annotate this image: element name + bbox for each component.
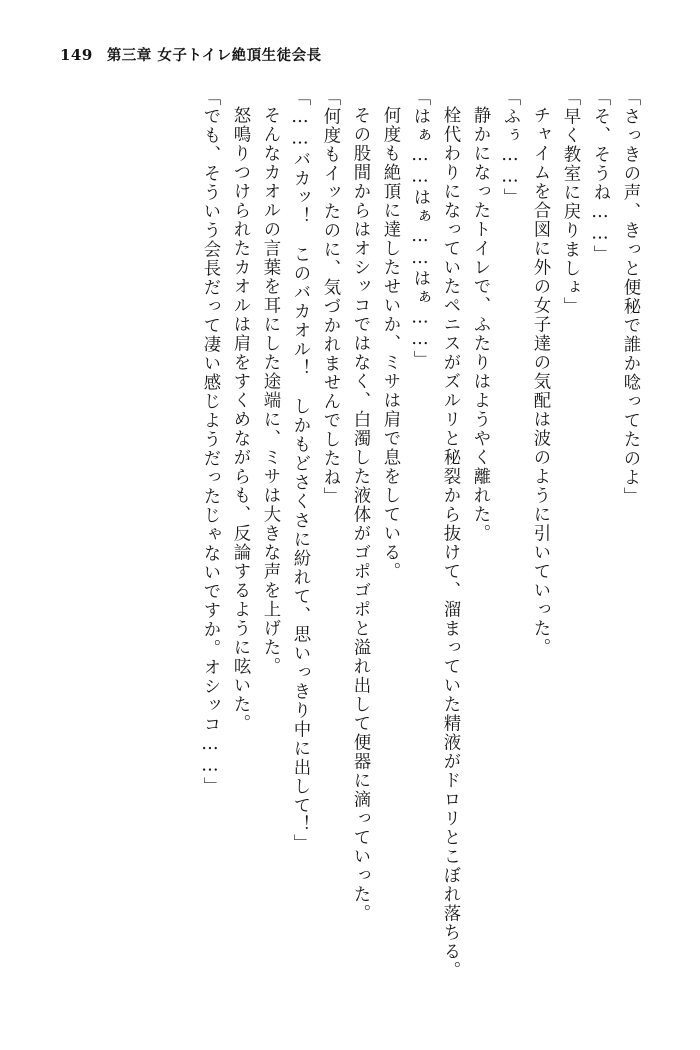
page-number: 149 bbox=[60, 46, 93, 64]
text-column: 「でも、そういう会長だって凄い感じようだったじゃないですか。オシッコ……」 bbox=[200, 88, 220, 797]
text-column: そんなカオルの言葉を耳にした途端に、ミサは大きな声を上げた。 bbox=[260, 106, 280, 676]
text-column: 静かになったトイレで、ふたりはようやく離れた。 bbox=[470, 106, 490, 543]
text-column: 何度も絶頂に達したせいか、ミサは肩で息をしている。 bbox=[380, 106, 400, 581]
page-header bbox=[60, 44, 322, 65]
text-column: その股間からはオシッコではなく、白濁した液体がゴポゴポと溢れ出して便器に滴っていった。 bbox=[350, 106, 370, 923]
text-column: 「ふぅ……」 bbox=[500, 88, 520, 208]
text-column: 「さっきの声、きっと便秘で誰か唸ってたのよ」 bbox=[620, 88, 640, 506]
running-title: 第三章 女子トイレ絶頂生徒会長 bbox=[106, 47, 322, 64]
text-column: 「何度もイッたのに、気づかれませんでしたね」 bbox=[320, 88, 340, 506]
text-column: 「はぁ……はぁ……はぁ……」 bbox=[410, 88, 430, 370]
text-column: 栓代わりになっていたペニスがズルリと秘裂から抜けて、溜まっていた精液がドロリとこぼれ落ちる。 bbox=[440, 106, 460, 980]
text-column: 怒鳴りつけられたカオルは肩をすくめながらも、反論するように呟いた。 bbox=[230, 106, 250, 733]
text-column: 「……バカッ！ このバカオル！ しかもどさくさに紛れて、思いっきり中に出して！」 bbox=[290, 88, 310, 854]
text-column: 「そ、そうね……」 bbox=[590, 88, 610, 265]
text-column: 「早く教室に戻りましょ」 bbox=[560, 88, 580, 316]
text-column: チャイムを合図に外の女子達の気配は波のように引いていった。 bbox=[530, 106, 550, 657]
page-body bbox=[60, 88, 638, 990]
